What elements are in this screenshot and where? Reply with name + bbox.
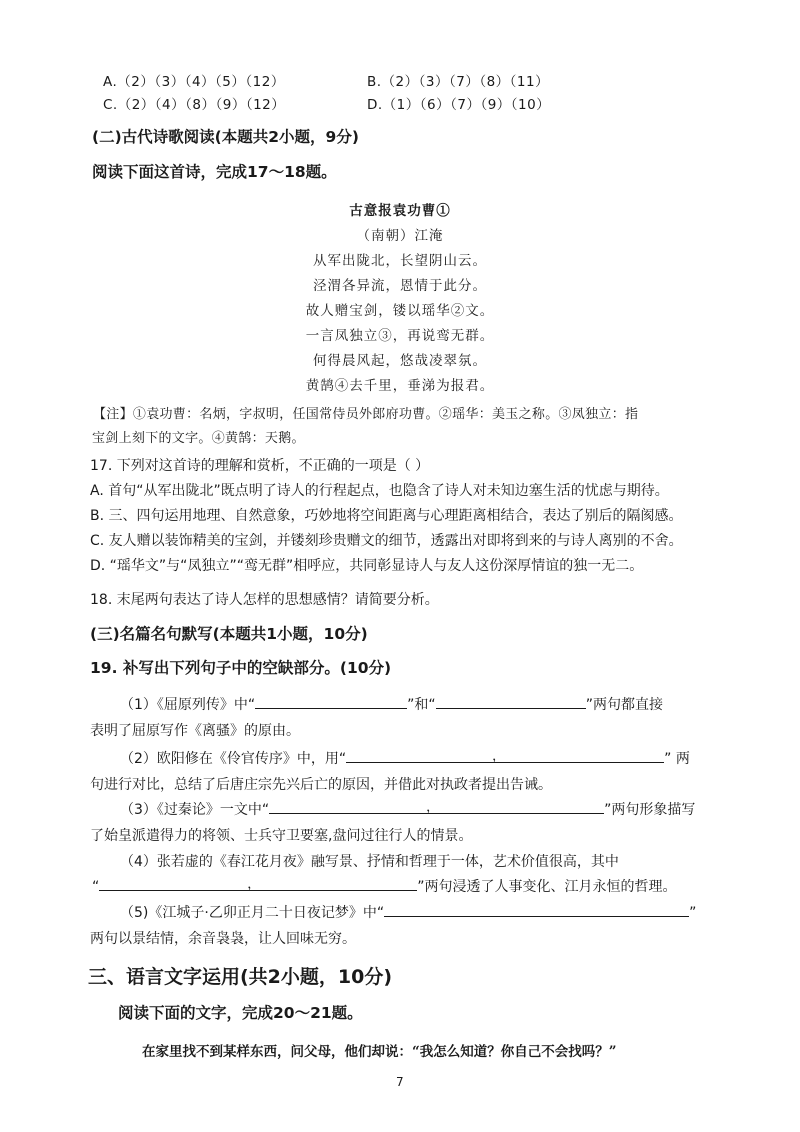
page-number: 7 bbox=[396, 1075, 404, 1089]
question-18: 18. 末尾两句表达了诗人怎样的思想感情？请简要分析。 bbox=[90, 592, 439, 608]
question-19-item-1-continued: 表明了屈原写作《离骚》的原由。 bbox=[90, 723, 300, 739]
answer-blank[interactable] bbox=[255, 694, 407, 709]
question-19-item-3-continued: 了始皇派遣得力的将领、士兵守卫要塞,盘问过往行人的情景。 bbox=[90, 828, 473, 844]
question-19-item-4-continued: “ ， ”两句浸透了人事变化、江月永恒的哲理。 bbox=[92, 877, 677, 895]
poem-line: 泾渭各异流，恩情于此分。 bbox=[313, 278, 487, 294]
poem-note: 【注】①袁功曹：名炳，字叔明，任国常侍员外郎府功曹。②瑶华：美玉之称。③凤独立：指 bbox=[93, 407, 639, 422]
poem-line: 从军出陇北，长望阴山云。 bbox=[313, 253, 487, 269]
poem-line: 黄鹄④去千里，垂涕为报君。 bbox=[305, 378, 495, 394]
option-a: A.（2）（3）（4）（5）（12） bbox=[103, 74, 285, 90]
answer-blank[interactable] bbox=[436, 694, 586, 709]
question-19-item-4: （4）张若虚的《春江花月夜》融写景、抒情和哲理于一体，艺术价值很高，其中 bbox=[120, 854, 619, 870]
question-19-item-5: （5)《江城子·乙卯正月二十日夜记梦》中“ ” bbox=[120, 902, 696, 922]
option-d: D.（1）（6）（7）（9）（10） bbox=[367, 97, 551, 113]
option-b: B.（2）（3）（7）（8）（11） bbox=[367, 74, 550, 90]
answer-blank[interactable]: ， bbox=[99, 876, 417, 891]
question-17-option-d: D. “瑶华文”与“凤独立”“鸾无群”相呼应，共同彰显诗人与友人这份深厚情谊的独一无二。 bbox=[90, 558, 644, 574]
answer-blank[interactable]: ， bbox=[269, 799, 604, 814]
poem-title: 古意报袁功曹① bbox=[349, 203, 451, 219]
section-heading-recitation: (三)名篇名句默写(本题共1小题，10分) bbox=[90, 625, 368, 643]
poem-author: （南朝）江淹 bbox=[356, 228, 444, 244]
reading-passage: 在家里找不到某样东西，问父母，他们却说：“我怎么知道？你自己不会找吗？” bbox=[142, 1044, 617, 1060]
question-19-item-2: （2）欧阳修在《伶官传序》中，用“ ， ” 两 bbox=[120, 749, 690, 767]
question-19-stem: 19. 补写出下列句子中的空缺部分。(10分) bbox=[90, 659, 392, 677]
question-19-item-1: （1）《屈原列传》中“ ”和“ ”两句都直接 bbox=[120, 694, 663, 714]
part-3-heading: 三、语言文字运用(共2小题，10分) bbox=[88, 966, 393, 988]
question-19-item-2-continued: 句进行对比，总结了后唐庄宗先兴后亡的原因，并借此对执政者提出告诫。 bbox=[90, 777, 552, 793]
answer-blank[interactable]: ， bbox=[346, 748, 664, 763]
question-17-stem: 17. 下列对这首诗的理解和赏析，不正确的一项是（ ） bbox=[90, 458, 430, 474]
section-heading-poetry: (二)古代诗歌阅读(本题共2小题，9分) bbox=[92, 128, 359, 146]
part-3-instruction: 阅读下面的文字，完成20～21题。 bbox=[118, 1004, 363, 1022]
question-19-item-5-continued: 两句以景结情，余音袅袅，让人回味无穷。 bbox=[90, 931, 356, 947]
poem-line: 故人赠宝剑，镂以瑶华②文。 bbox=[305, 303, 495, 319]
question-19-item-3: （3）《过秦论》一文中“ ， ”两句形象描写 bbox=[120, 800, 696, 818]
question-17-option-b: B. 三、四句运用地理、自然意象，巧妙地将空间距离与心理距离相结合，表达了别后的隔阂感。 bbox=[90, 508, 683, 524]
question-17-option-c: C. 友人赠以装饰精美的宝剑，并镂刻珍贵赠文的细节，透露出对即将到来的与诗人离别的不舍。 bbox=[90, 533, 683, 549]
poetry-instruction: 阅读下面这首诗，完成17～18题。 bbox=[92, 163, 337, 181]
option-c: C.（2）（4）（8）（9）（12） bbox=[103, 97, 286, 113]
poem-line: 一言凤独立③，再说鸾无群。 bbox=[305, 328, 495, 344]
question-17-option-a: A. 首句“从军出陇北”既点明了诗人的行程起点，也隐含了诗人对未知边塞生活的忧虑与期待。 bbox=[90, 483, 669, 499]
answer-blank[interactable] bbox=[384, 902, 689, 917]
poem-note-continued: 宝剑上刻下的文字。④黄鹄：天鹅。 bbox=[92, 431, 305, 446]
poem-line: 何得晨风起，悠哉凌翠氛。 bbox=[313, 353, 487, 369]
